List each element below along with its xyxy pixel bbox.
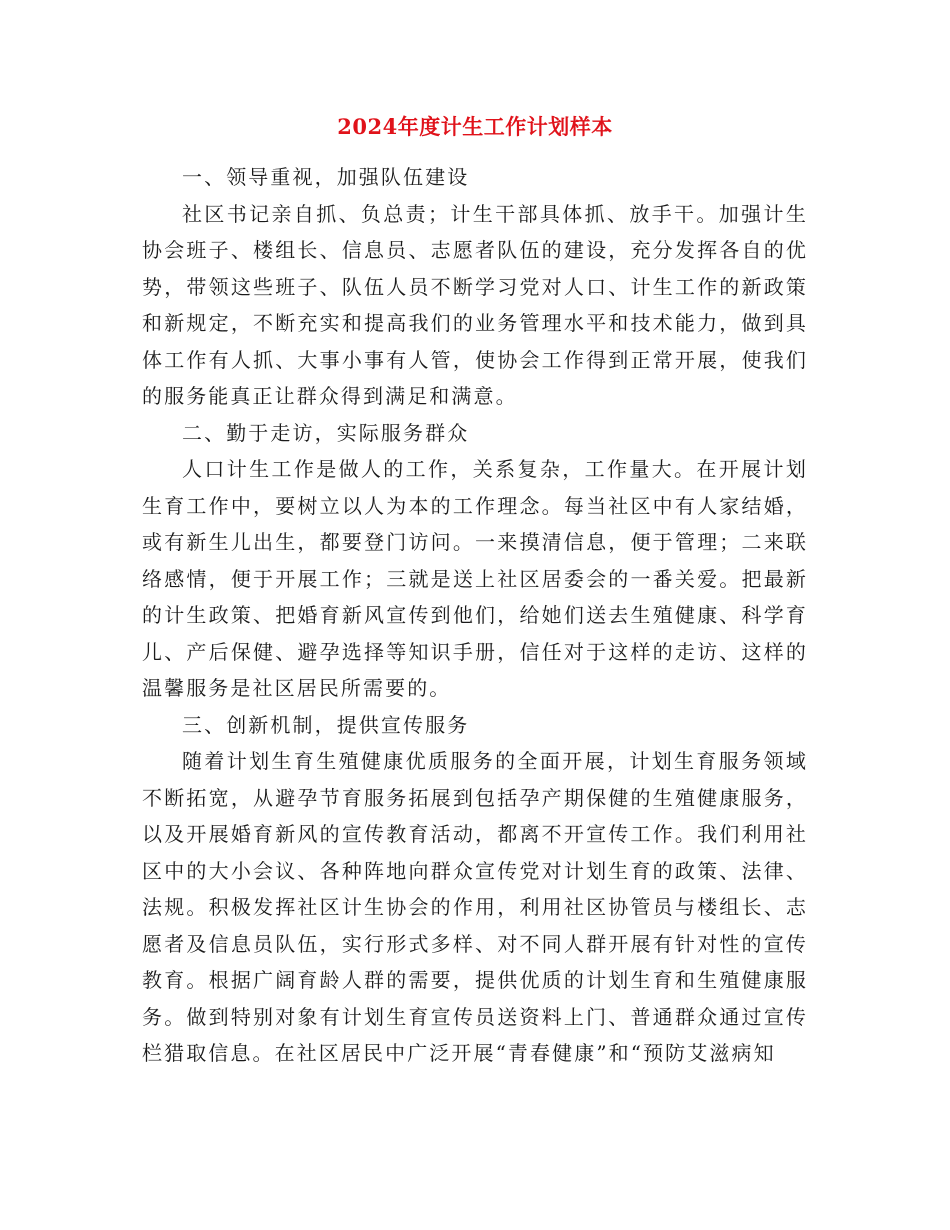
paragraph-3: 随着计划生育生殖健康优质服务的全面开展，计划生育服务领域不断拓宽，从避孕节育服务拓展到包括孕产期保健的生殖健康服务，以及开展婚育新风的宣传教育活动，都离不开宣传工作。我们利用社区中的大小会议、各种阵地向群众宣传党对计划生育的政策、法律、法规。积极发挥社区计生协会的作用，利用社区协管员与楼组长、志愿者及信息员队伍，实行形式多样、对不同人群开展有针对性的宣传教育。根据广阔育龄人群的需要，提供优质的计划生育和生殖健康服务。做到特别对象有计划生育宣传员送资料上门、普通群众通过宣传栏猎取信息。在社区居民中广泛开展“青春健康”和“预防艾滋病知	[142, 749, 808, 1065]
paragraph-2: 人口计生工作是做人的工作，关系复杂，工作量大。在开展计划生育工作中，要树立以人为本的工作理念。每当社区中有人家结婚，或有新生儿出生，都要登门访问。一来摸清信息，便于管理；二来联络感情，便于开展工作；三就是送上社区居委会的一番关爱。把最新的计生政策、把婚育新风宣传到他们，给她们送去生殖健康、科学育儿、产后保健、避孕选择等知识手册，信任对于这样的走访、这样的温馨服务是社区居民所需要的。	[142, 457, 808, 700]
document-body	[142, 159, 808, 1072]
document-title: 2024年度计生工作计划样本	[337, 114, 613, 139]
section-heading-1: 一、领导重视，加强队伍建设	[182, 165, 470, 189]
section-heading-2: 二、勤于走访，实际服务群众	[182, 420, 470, 445]
paragraph-1: 社区书记亲自抓、负总责；计生干部具体抓、放手干。加强计生协会班子、楼组长、信息员、志愿者队伍的建设，充分发挥各自的优势，带领这些班子、队伍人员不断学习党对人口、计生工作的新政策和新规定，不断充实和提高我们的业务管理水平和技术能力，做到具体工作有人抓、大事小事有人管，使协会工作得到正常开展，使我们的服务能真正让群众得到满足和满意。	[142, 201, 808, 408]
section-heading-3: 三、创新机制，提供宣传服务	[182, 712, 470, 737]
